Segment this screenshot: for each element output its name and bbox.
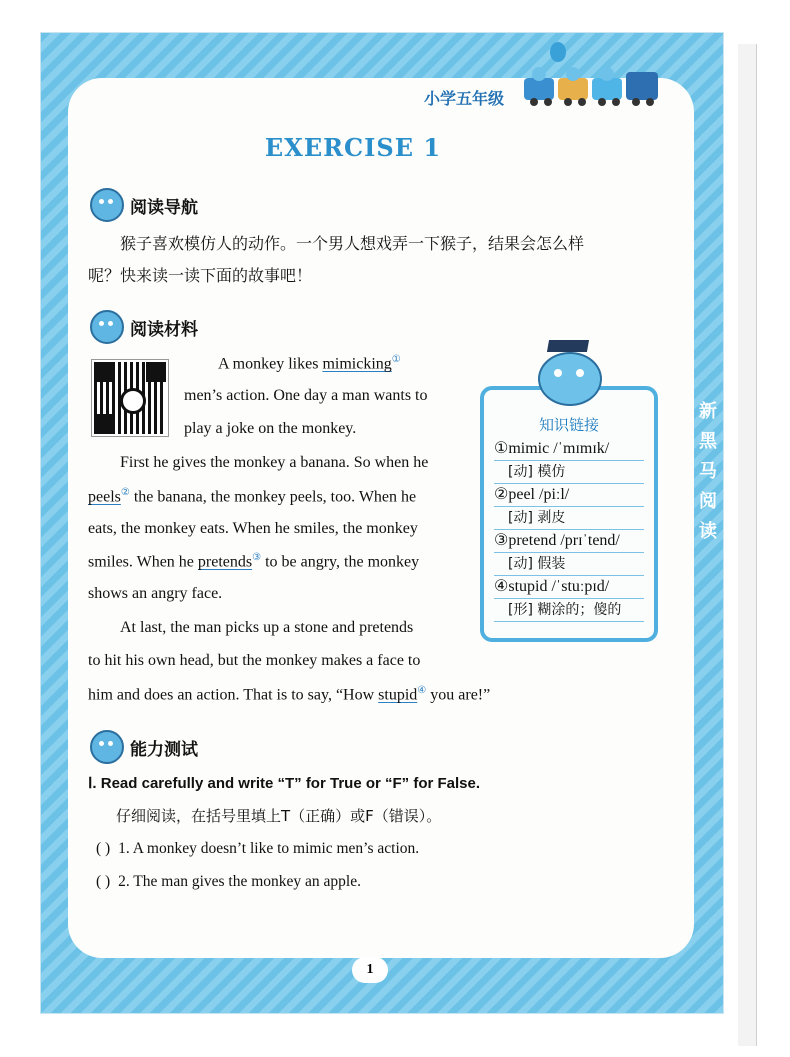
story-text: you are!” <box>426 686 491 704</box>
footnote-marker: ② <box>120 487 130 498</box>
vocab-entry: ②peel /piːl/ <box>494 484 644 507</box>
balloon-icon <box>550 42 566 62</box>
page-edge <box>746 44 757 1046</box>
answer-blank[interactable]: ( ) <box>96 840 111 857</box>
instruction-english: Ⅰ. Read carefully and write “T” for True or “F” for False. <box>88 775 481 792</box>
story-text: smiles. When he <box>88 553 198 571</box>
vocab-word-pretends: pretends <box>197 553 253 571</box>
vocab-word-stupid: stupid <box>378 686 418 704</box>
vocab-entry: ③pretend /prɪˈtend/ <box>494 530 644 553</box>
qr-center-icon <box>120 388 146 414</box>
graduation-cap-icon <box>547 340 589 352</box>
section-material <box>90 310 198 344</box>
guide-text-line: 呢？快来读一读下面的故事吧！ <box>88 266 313 285</box>
question-text: 2. The man gives the monkey an apple. <box>118 873 361 890</box>
story-line: shows an angry face. <box>88 585 223 602</box>
side-tab-char: 马 <box>699 461 717 482</box>
story-line <box>88 552 419 571</box>
question-row <box>96 840 419 858</box>
section-guide <box>90 188 198 222</box>
guide-text-line: 猴子喜欢模仿人的动作。一个男人想戏弄一下猴子，结果会怎么样 <box>120 234 585 253</box>
qr-code[interactable] <box>92 360 168 436</box>
page-number: 1 <box>352 957 388 983</box>
vocab-word-mimicking: mimicking <box>322 355 392 373</box>
story-text: to be angry, the monkey <box>261 553 420 571</box>
story-line: play a joke on the monkey. <box>184 420 357 437</box>
page-title: EXERCISE 1 <box>264 133 442 162</box>
answer-blank[interactable]: ( ) <box>96 873 111 890</box>
footnote-marker: ① <box>391 354 401 365</box>
story-line: At last, the man picks up a stone and pretends <box>120 619 414 636</box>
question-row <box>96 873 361 891</box>
story-line: men’s action. One day a man wants to <box>184 387 428 404</box>
side-tab-char: 读 <box>699 521 717 542</box>
story-line: eats, the monkey eats. When he smiles, the monkey <box>88 520 418 537</box>
vocab-word-peels: peels <box>88 488 121 506</box>
side-tab-char: 新 <box>699 401 717 422</box>
side-tab-char: 黑 <box>699 431 717 452</box>
story-line: First he gives the monkey a banana. So when he <box>120 454 429 471</box>
vocab-definition: [动] 假装 <box>494 553 644 576</box>
donkey-mascot-icon <box>90 188 124 222</box>
section-test <box>90 730 198 764</box>
story-line: to hit his own head, but the monkey makes a face to <box>88 652 421 669</box>
story-text: the banana, the monkey peels, too. When he <box>129 488 417 506</box>
section-guide-label: 阅读导航 <box>130 197 198 218</box>
train-mascot-icon <box>522 64 660 108</box>
knowledge-box <box>480 386 658 642</box>
knowledge-title: 知识链接 <box>538 416 599 434</box>
donkey-mascot-icon <box>538 352 602 406</box>
section-material-label: 阅读材料 <box>130 319 198 340</box>
story-line <box>218 354 401 373</box>
instruction-chinese: 仔细阅读，在括号里填上T（正确）或F（错误）。 <box>116 807 442 825</box>
vocab-definition: [形] 糊涂的；傻的 <box>494 599 644 622</box>
story-text: A monkey likes <box>218 355 323 373</box>
vocab-definition: [动] 剥皮 <box>494 507 644 530</box>
vocab-entry: ①mimic /ˈmɪmɪk/ <box>494 438 644 461</box>
donkey-mascot-icon <box>90 310 124 344</box>
vocab-definition: [动] 模仿 <box>494 461 644 484</box>
section-test-label: 能力测试 <box>130 739 198 760</box>
vocab-entry: ④stupid /ˈstuːpɪd/ <box>494 576 644 599</box>
story-text: him and does an action. That is to say, “How <box>88 686 379 704</box>
story-line <box>88 487 416 506</box>
footnote-marker: ③ <box>252 552 262 563</box>
series-side-tab <box>694 398 722 542</box>
donkey-mascot-icon <box>90 730 124 764</box>
grade-label: 小学五年级 <box>424 89 505 108</box>
footnote-marker: ④ <box>417 685 427 696</box>
question-text: 1. A monkey doesn’t like to mimic men’s action. <box>118 840 420 857</box>
side-tab-char: 阅 <box>699 491 717 512</box>
story-line <box>88 685 490 704</box>
